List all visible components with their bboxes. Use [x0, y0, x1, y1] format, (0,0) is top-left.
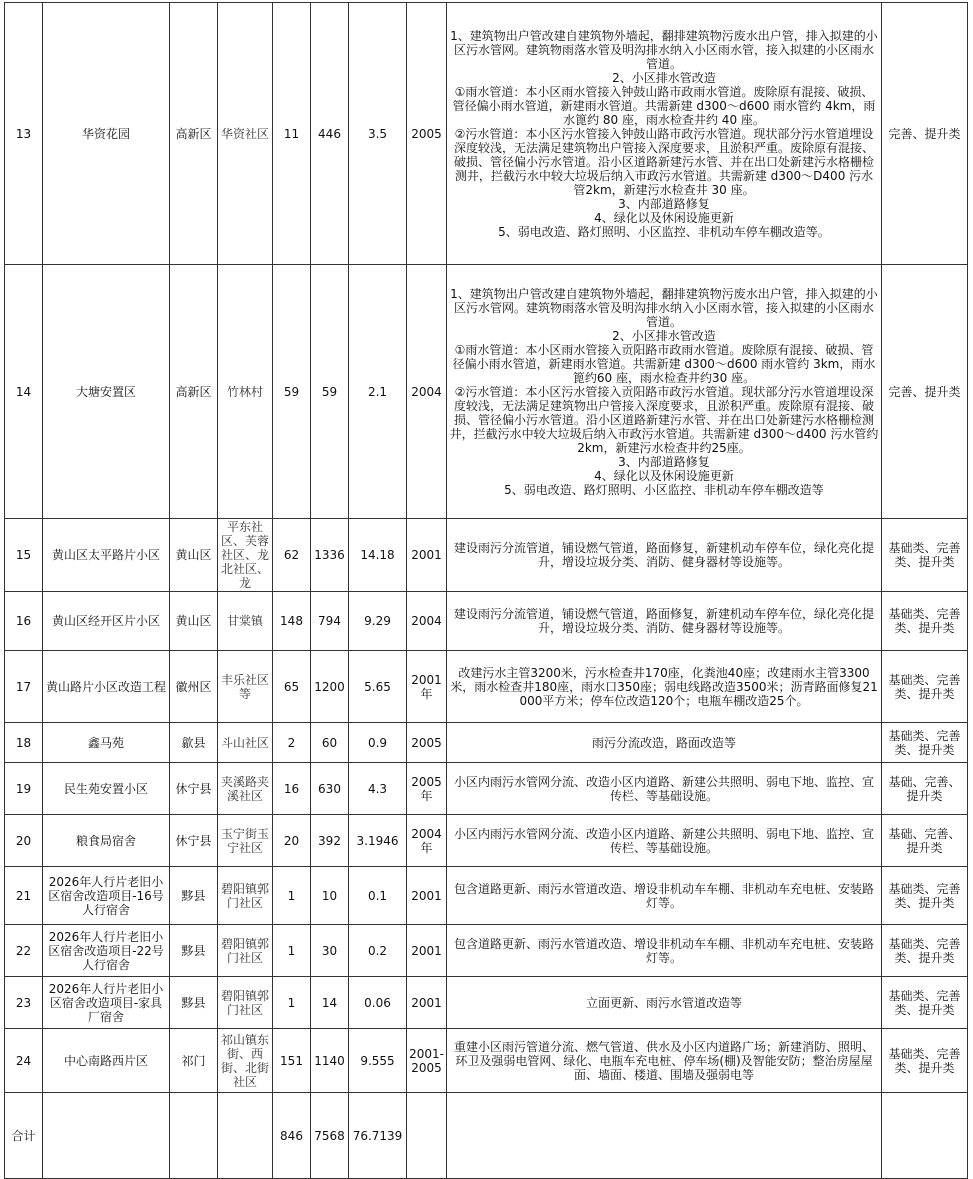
empty-cell — [407, 1093, 447, 1179]
renovation-type: 基础类、完善类、提升类 — [882, 1029, 968, 1093]
building-count: 59 — [273, 265, 311, 519]
renovation-type: 完善、提升类 — [882, 3, 968, 265]
area-value: 0.2 — [349, 925, 407, 977]
community-name: 黄山区太平路片小区 — [43, 519, 170, 592]
community-name: 2026年人行片老旧小区宿舍改造项目-22号人行宿舍 — [43, 925, 170, 977]
community-name: 鑫马苑 — [43, 723, 170, 763]
district: 黟县 — [170, 977, 218, 1029]
building-count: 16 — [273, 763, 311, 815]
household-count: 1200 — [311, 651, 349, 723]
street-community: 碧阳镇郭门社区 — [218, 977, 273, 1029]
row-number: 17 — [5, 651, 43, 723]
table-row — [5, 3, 968, 265]
build-year: 2001年 — [407, 651, 447, 723]
row-number: 22 — [5, 925, 43, 977]
empty-cell — [170, 1093, 218, 1179]
household-count: 59 — [311, 265, 349, 519]
district: 祁门 — [170, 1029, 218, 1093]
table-row — [5, 867, 968, 925]
area-value: 2.1 — [349, 265, 407, 519]
district: 高新区 — [170, 265, 218, 519]
street-community: 斗山社区 — [218, 723, 273, 763]
community-name: 民生苑安置小区 — [43, 763, 170, 815]
renovation-content: 建设雨污分流管道，铺设燃气管道，路面修复，新建机动车停车位，绿化亮化提升，增设垃圾分类、消防、健身器材等设施等。 — [447, 519, 882, 592]
total-label: 合计 — [5, 1093, 43, 1179]
build-year: 2005年 — [407, 763, 447, 815]
building-count: 20 — [273, 815, 311, 867]
build-year: 2001 — [407, 519, 447, 592]
area-value: 9.555 — [349, 1029, 407, 1093]
row-number: 24 — [5, 1029, 43, 1093]
street-community: 丰乐社区等 — [218, 651, 273, 723]
district: 徽州区 — [170, 651, 218, 723]
community-name: 华资花园 — [43, 3, 170, 265]
row-number: 15 — [5, 519, 43, 592]
community-name: 大塘安置区 — [43, 265, 170, 519]
household-count: 446 — [311, 3, 349, 265]
empty-cell — [447, 1093, 882, 1179]
row-number: 23 — [5, 977, 43, 1029]
district: 黄山区 — [170, 592, 218, 651]
district: 休宁县 — [170, 815, 218, 867]
street-community: 夹溪路夹溪社区 — [218, 763, 273, 815]
table-row — [5, 265, 968, 519]
renovation-type: 基础、完善、提升类 — [882, 815, 968, 867]
build-year: 2004 — [407, 265, 447, 519]
renovation-content: 包含道路更新、雨污水管道改造、增设非机动车车棚、非机动车充电桩、安装路灯等。 — [447, 867, 882, 925]
building-count: 11 — [273, 3, 311, 265]
area-value: 4.3 — [349, 763, 407, 815]
row-number: 14 — [5, 265, 43, 519]
area-value: 0.9 — [349, 723, 407, 763]
household-count: 30 — [311, 925, 349, 977]
street-community: 玉宁街玉宁社区 — [218, 815, 273, 867]
renovation-type: 基础类、完善类、提升类 — [882, 723, 968, 763]
total-row — [5, 1093, 968, 1179]
area-value: 3.1946 — [349, 815, 407, 867]
renovation-type: 基础类、完善类、提升类 — [882, 925, 968, 977]
building-count: 62 — [273, 519, 311, 592]
building-count: 148 — [273, 592, 311, 651]
district: 黟县 — [170, 925, 218, 977]
renovation-content: 雨污分流改造，路面改造等 — [447, 723, 882, 763]
renovation-content: 包含道路更新、雨污水管道改造、增设非机动车车棚、非机动车充电桩、安装路灯等。 — [447, 925, 882, 977]
district: 高新区 — [170, 3, 218, 265]
row-number: 18 — [5, 723, 43, 763]
renovation-content: 立面更新、雨污水管道改造等 — [447, 977, 882, 1029]
renovation-content: 1、建筑物出户管改建自建筑物外墙起，翻排建筑物污废水出户管，排入拟建的小区污水管网。建筑物雨落水管及明沟排水纳入小区雨水管，接入拟建的小区雨水管道。 2、小区排水管改造 ①雨水管道：本小区雨水管接入钟鼓山路市政雨水管道。废除原有混接、破损、管径偏小雨水管道，新建雨水管道。共需新建 d300～d600 雨水管约 4km，雨水篦约 80 座，雨水检查井约 40 座。 ②污水管道：本小区污水管接入钟鼓山路市政污水管道。现状部分污水管道埋设深度较浅，无法满足建筑物出户管接入深度要求，且淤积严重。废除原有混接、破损、管径偏小污水管道。沿小区道路新建污水管、并在出口处新建污水格栅检测井，拦截污水中较大垃圾后纳入市政污水管道。共需新建 d300～D400 污水管2km，新建污水检查井 30 座。 3、内部道路修复 4、绿化以及休闲设施更新 5、弱电改造、路灯照明、小区监控、非机动车停车棚改造等。 — [447, 3, 882, 265]
renovation-type: 基础类、完善类、提升类 — [882, 651, 968, 723]
street-community: 碧阳镇郭门社区 — [218, 867, 273, 925]
renovation-type: 完善、提升类 — [882, 265, 968, 519]
area-value: 14.18 — [349, 519, 407, 592]
row-number: 19 — [5, 763, 43, 815]
row-number: 21 — [5, 867, 43, 925]
row-number: 20 — [5, 815, 43, 867]
renovation-content: 重建小区雨污管道分流、燃气管道、供水及小区内道路广场；新建消防、照明、环卫及强弱电管网、绿化、电瓶车充电桩、停车场(棚)及智能安防；整治房屋屋面、墙面、楼道、围墙及强弱电等 — [447, 1029, 882, 1093]
renovation-type: 基础类、完善类、提升类 — [882, 867, 968, 925]
street-community: 祁山镇东街、西街、北街社区 — [218, 1029, 273, 1093]
building-count: 65 — [273, 651, 311, 723]
total-households: 7568 — [311, 1093, 349, 1179]
renovation-type: 基础类、完善类、提升类 — [882, 592, 968, 651]
district: 黟县 — [170, 867, 218, 925]
household-count: 630 — [311, 763, 349, 815]
building-count: 1 — [273, 867, 311, 925]
district: 歙县 — [170, 723, 218, 763]
renovation-content: 1、建筑物出户管改建自建筑物外墙起，翻排建筑物污废水出户管，排入拟建的小区污水管网。建筑物雨落水管及明沟排水纳入小区雨水管，接入拟建的小区雨水管道。 2、小区排水管改造 ①雨水管道：本小区雨水管接入贡阳路市政雨水管道。废除原有混接、破损、管径偏小雨水管道，新建雨水管道。共需新建 d300～d600 雨水管约 3km，雨水篦约60 座，雨水检查井约30 座。 ②污水管道：本小区污水管接入贡阳路市政污水管道。现状部分污水管道埋设深度较浅，无法满足建筑物出户管接入深度要求，且淤积严重。废除原有混接、破损、管径偏小污水管道。沿小区道路新建污水管、并在出口处新建污水格栅检测井，拦截污水中较大垃圾后纳入市政污水管道。共需新建 d300～d400 污水管约2km，新建污水检查井约25座。 3、内部道路修复 4、绿化以及休闲设施更新 5、弱电改造、路灯照明、小区监控、非机动车停车棚改造等 — [447, 265, 882, 519]
area-value: 5.65 — [349, 651, 407, 723]
total-buildings: 846 — [273, 1093, 311, 1179]
building-count: 2 — [273, 723, 311, 763]
build-year: 2004年 — [407, 815, 447, 867]
area-value: 3.5 — [349, 3, 407, 265]
table-row — [5, 815, 968, 867]
table-row — [5, 592, 968, 651]
household-count: 794 — [311, 592, 349, 651]
build-year: 2004 — [407, 592, 447, 651]
street-community: 平东社区、芙蓉社区、龙北社区、龙 — [218, 519, 273, 592]
renovation-type: 基础、完善、提升类 — [882, 763, 968, 815]
build-year: 2001-2005 — [407, 1029, 447, 1093]
build-year: 2005 — [407, 3, 447, 265]
building-count: 151 — [273, 1029, 311, 1093]
empty-cell — [882, 1093, 968, 1179]
table-row — [5, 519, 968, 592]
build-year: 2001 — [407, 977, 447, 1029]
renovation-content: 小区内雨污水管网分流、改造小区内道路、新建公共照明、弱电下地、监控、宣传栏、等基础设施。 — [447, 763, 882, 815]
community-name: 2026年人行片老旧小区宿舍改造项目-家具厂宿舍 — [43, 977, 170, 1029]
street-community: 甘棠镇 — [218, 592, 273, 651]
table-row — [5, 651, 968, 723]
table-row — [5, 925, 968, 977]
area-value: 9.29 — [349, 592, 407, 651]
household-count: 1336 — [311, 519, 349, 592]
renovation-type: 基础类、完善类、提升类 — [882, 977, 968, 1029]
build-year: 2001 — [407, 867, 447, 925]
table-row — [5, 723, 968, 763]
household-count: 60 — [311, 723, 349, 763]
community-name: 黄山路片小区改造工程 — [43, 651, 170, 723]
building-count: 1 — [273, 977, 311, 1029]
household-count: 10 — [311, 867, 349, 925]
community-name: 2026年人行片老旧小区宿舍改造项目-16号人行宿舍 — [43, 867, 170, 925]
community-name: 粮食局宿舍 — [43, 815, 170, 867]
renovation-content: 小区内雨污水管网分流、改造小区内道路、新建公共照明、弱电下地、监控、宣传栏、等基础设施。 — [447, 815, 882, 867]
household-count: 14 — [311, 977, 349, 1029]
household-count: 1140 — [311, 1029, 349, 1093]
table-row — [5, 1029, 968, 1093]
district: 休宁县 — [170, 763, 218, 815]
area-value: 0.06 — [349, 977, 407, 1029]
renovation-content: 建设雨污分流管道，铺设燃气管道，路面修复，新建机动车停车位，绿化亮化提升，增设垃圾分类、消防、健身器材等设施等。 — [447, 592, 882, 651]
row-number: 16 — [5, 592, 43, 651]
total-area: 76.7139 — [349, 1093, 407, 1179]
build-year: 2001 — [407, 925, 447, 977]
street-community: 竹林村 — [218, 265, 273, 519]
renovation-table — [4, 2, 968, 1179]
area-value: 0.1 — [349, 867, 407, 925]
table-row — [5, 977, 968, 1029]
empty-cell — [43, 1093, 170, 1179]
renovation-content: 改建污水主管3200米，污水检查井170座，化粪池40座；改建雨水主管3300米，雨水检查井180座，雨水口350座；弱电线路改造3500米；沥青路面修复21000平方米；停车位改造120个；电瓶车棚改造25个。 — [447, 651, 882, 723]
renovation-type: 基础类、完善类、提升类 — [882, 519, 968, 592]
empty-cell — [218, 1093, 273, 1179]
street-community: 碧阳镇郭门社区 — [218, 925, 273, 977]
build-year: 2005 — [407, 723, 447, 763]
district: 黄山区 — [170, 519, 218, 592]
row-number: 13 — [5, 3, 43, 265]
street-community: 华资社区 — [218, 3, 273, 265]
table-row — [5, 763, 968, 815]
community-name: 黄山区经开区片小区 — [43, 592, 170, 651]
building-count: 1 — [273, 925, 311, 977]
household-count: 392 — [311, 815, 349, 867]
table-body — [5, 3, 968, 1179]
community-name: 中心南路西片区 — [43, 1029, 170, 1093]
